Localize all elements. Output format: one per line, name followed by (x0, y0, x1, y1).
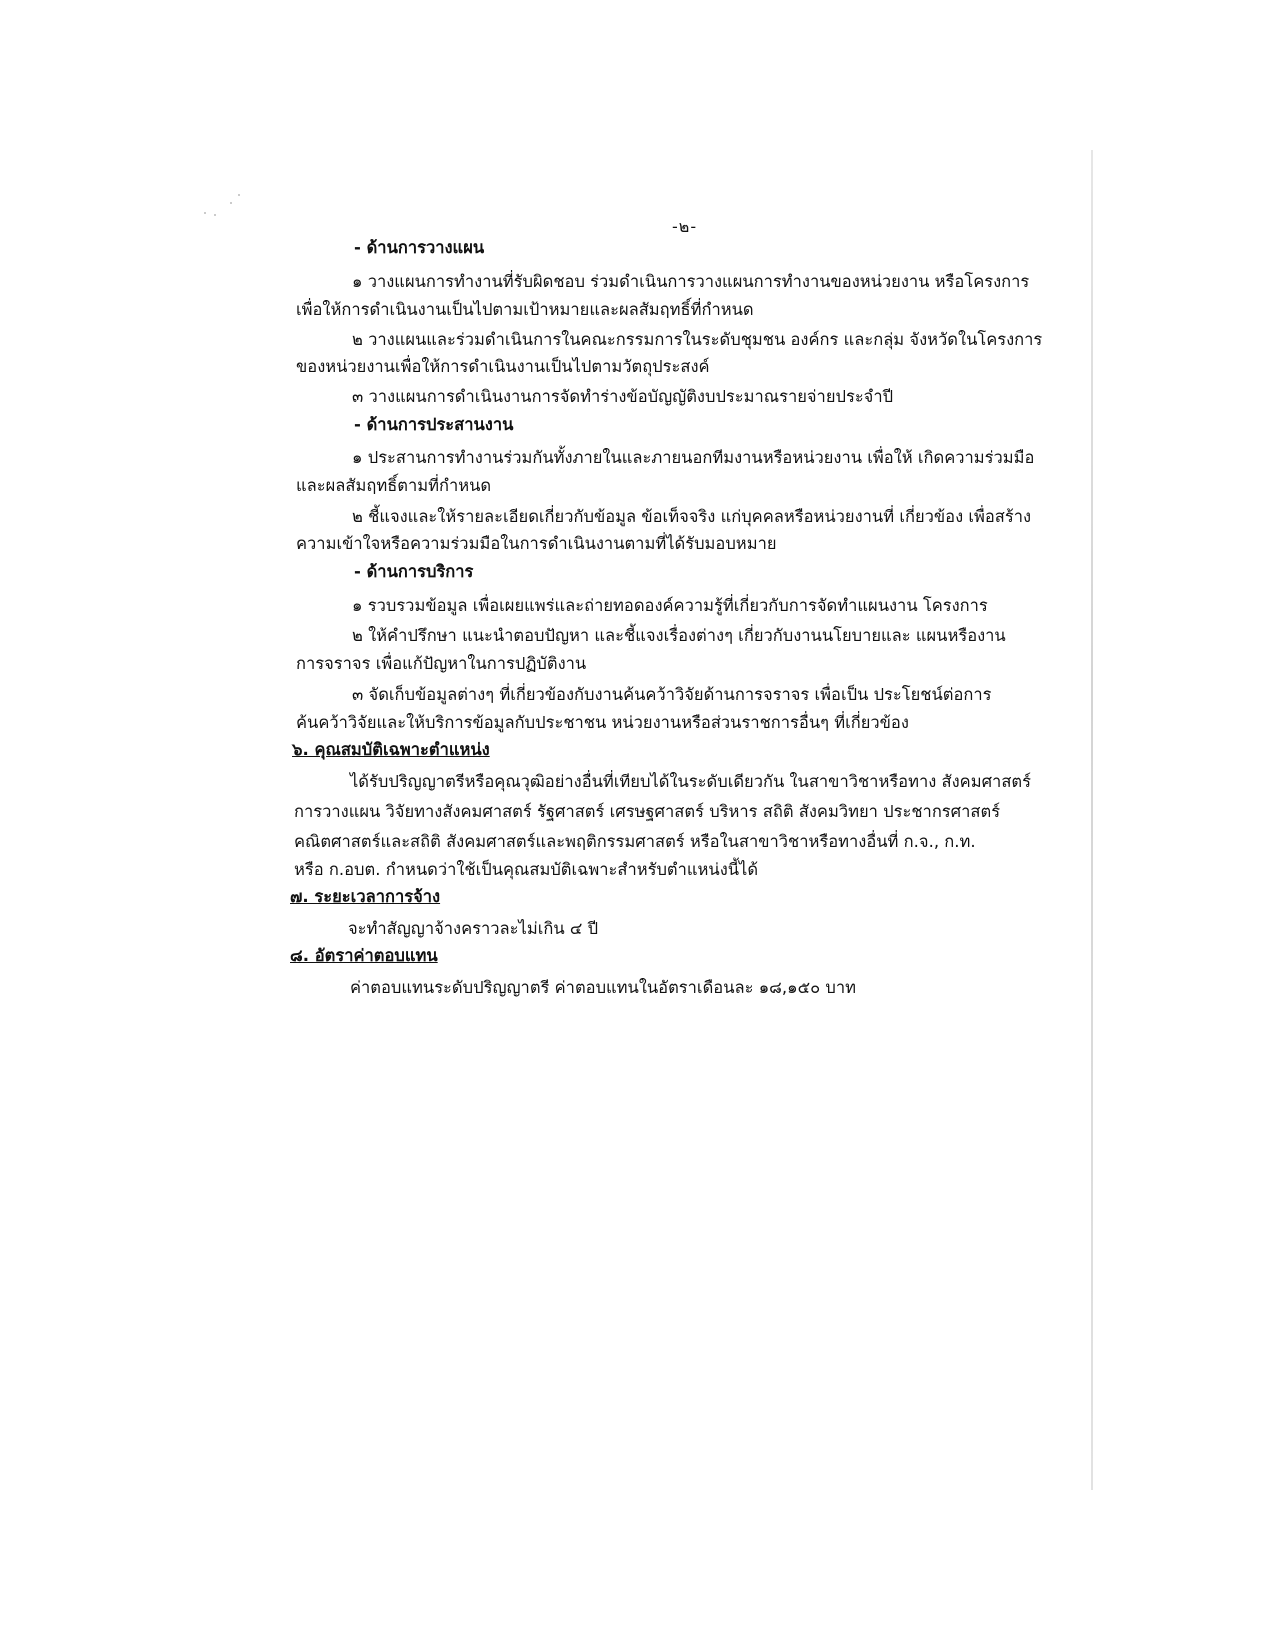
service-heading: - ด้านการบริการ (354, 562, 474, 581)
service-item2-line1: ๒ ให้คำปรึกษา แนะนำตอบปัญหา และชี้แจงเรื่องต่างๆ เกี่ยวกับงานนโยบายและ แผนหรืองาน (352, 626, 1006, 645)
section8-line1: ค่าตอบแทนระดับปริญญาตรี ค่าตอบแทนในอัตราเดือนละ ๑๘,๑๕๐ บาท (350, 978, 857, 997)
section6-line1: ได้รับปริญญาตรีหรือคุณวุฒิอย่างอื่นที่เทียบได้ในระดับเดียวกัน ในสาขาวิชาหรือทาง สังคมศาสตร์ (350, 772, 1031, 791)
scan-edge (1091, 150, 1093, 1490)
service-item3-line2: ค้นคว้าวิจัยและให้บริการข้อมูลกับประชาชน หน่วยงานหรือส่วนราชการอื่นๆ ที่เกี่ยวข้อง (296, 713, 909, 732)
section6-line2: การวางแผน วิจัยทางสังคมศาสตร์ รัฐศาสตร์ เศรษฐศาสตร์ บริหาร สถิติ สังคมวิทยา ประชากรศาสตร์ (294, 802, 1001, 821)
planning-item1-line2: เพื่อให้การดำเนินงานเป็นไปตามเป้าหมายและผลสัมฤทธิ์ที่กำหนด (296, 300, 754, 319)
coordination-item1-line1: ๑ ประสานการทำงานร่วมกันทั้งภายในและภายนอกทีมงานหรือหน่วยงาน เพื่อให้ เกิดความร่วมมือ (352, 448, 1035, 467)
service-item3-line1: ๓ จัดเก็บข้อมูลต่างๆ ที่เกี่ยวข้องกับงานค้นคว้าวิจัยด้านการจราจร เพื่อเป็น ประโยชน์ต่อการ (352, 685, 992, 704)
service-item1-line1: ๑ รวบรวมข้อมูล เพื่อเผยแพร่และถ่ายทอดองค์ความรู้ที่เกี่ยวกับการจัดทำแผนงาน โครงการ (352, 596, 988, 615)
planning-item2-line2: ของหน่วยงานเพื่อให้การดำเนินงานเป็นไปตามวัตถุประสงค์ (296, 357, 710, 376)
planning-heading: - ด้านการวางแผน (354, 238, 485, 257)
planning-item3-line1: ๓ วางแผนการดำเนินงานการจัดทำร่างข้อบัญญัติงบประมาณรายจ่ายประจำปี (352, 387, 894, 406)
section7-heading: ๗. ระยะเวลาการจ้าง (290, 887, 441, 906)
coordination-heading: - ด้านการประสานงาน (354, 415, 514, 434)
scan-specks (200, 190, 260, 230)
section6-heading: ๖. คุณสมบัติเฉพาะตำแหน่ง (292, 740, 490, 759)
page-number: -๒- (672, 217, 698, 236)
coordination-item2-line1: ๒ ชี้แจงและให้รายละเอียดเกี่ยวกับข้อมูล ข้อเท็จจริง แก่บุคคลหรือหน่วยงานที่ เกี่ยวข้อง เพื่อสร้าง (352, 507, 1032, 526)
service-item2-line2: การจราจร เพื่อแก้ปัญหาในการปฏิบัติงาน (296, 654, 587, 673)
coordination-item1-line2: และผลสัมฤทธิ์ตามที่กำหนด (296, 476, 492, 495)
planning-item2-line1: ๒ วางแผนและร่วมดำเนินการในคณะกรรมการในระดับชุมชน องค์กร และกลุ่ม จังหวัดในโครงการ (352, 330, 1043, 349)
section6-line4: หรือ ก.อบต. กำหนดว่าใช้เป็นคุณสมบัติเฉพาะสำหรับตำแหน่งนี้ได้ (294, 860, 759, 879)
section6-line3: คณิตศาสตร์และสถิติ สังคมศาสตร์และพฤติกรรมศาสตร์ หรือในสาขาวิชาหรือทางอื่นที่ ก.จ., ก.ท. (294, 832, 976, 851)
coordination-item2-line2: ความเข้าใจหรือความร่วมมือในการดำเนินงานตามที่ได้รับมอบหมาย (296, 534, 777, 553)
section7-line1: จะทำสัญญาจ้างคราวละไม่เกิน ๔ ปี (348, 919, 599, 938)
section8-heading: ๘. อัตราค่าตอบแทน (290, 946, 438, 965)
planning-item1-line1: ๑ วางแผนการทำงานที่รับผิดชอบ ร่วมดำเนินการวางแผนการทำงานของหน่วยงาน หรือโครงการ (352, 272, 1030, 291)
